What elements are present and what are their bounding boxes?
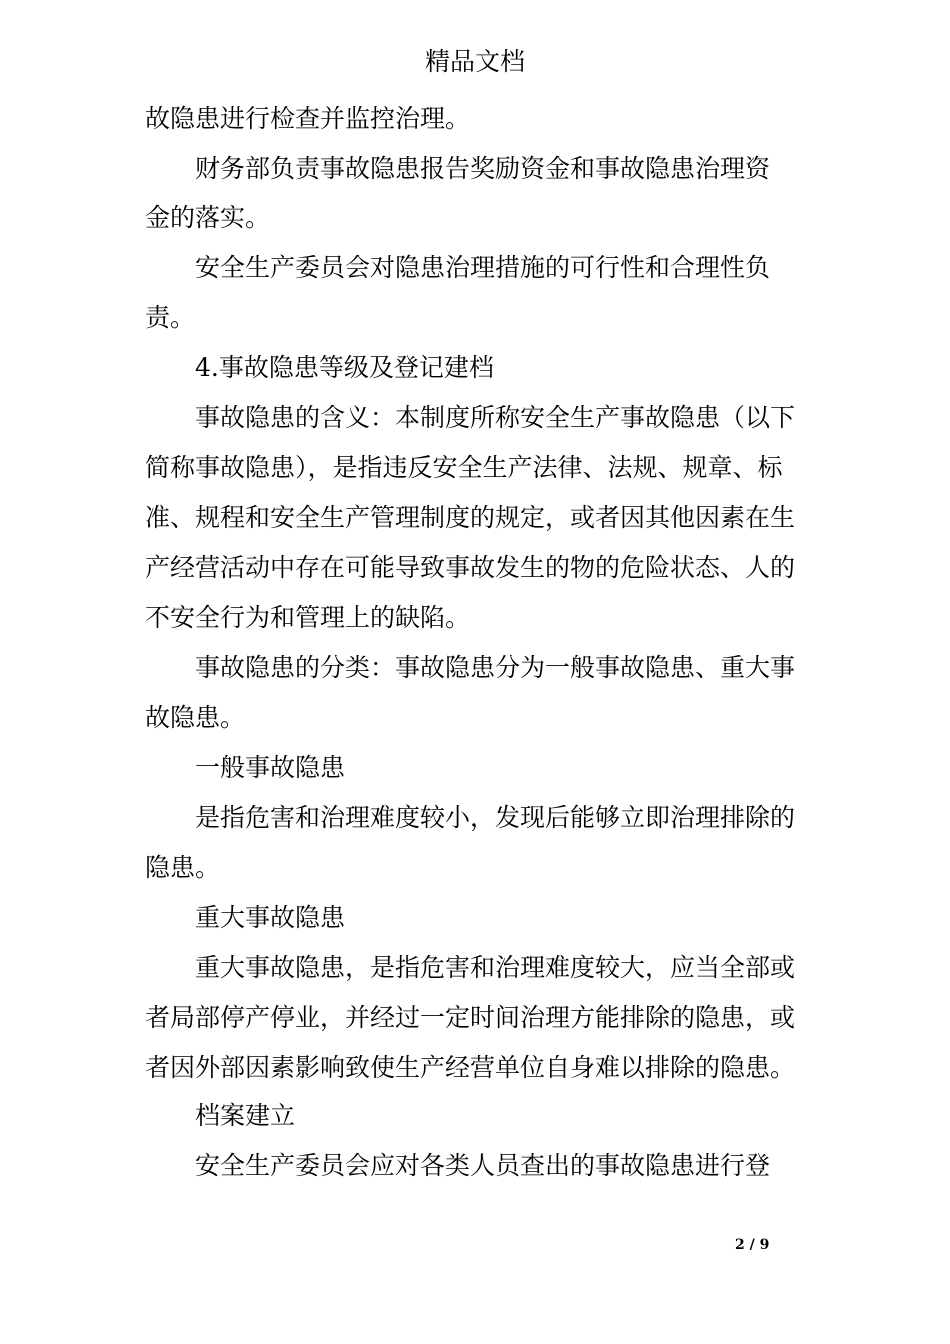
page-header-title: 精品文档 — [424, 47, 525, 76]
body-line: 准、规程和安全生产管理制度的规定，或者因其他因素在生 — [145, 503, 796, 532]
body-line: 者局部停产停业，并经过一定时间治理方能排除的隐患，或 — [145, 1003, 796, 1032]
body-line: 故隐患。 — [145, 703, 246, 732]
subsection-heading: 重大事故隐患 — [195, 903, 346, 932]
body-line: 事故隐患的分类：事故隐患分为一般事故隐患、重大事 — [195, 653, 796, 682]
subsection-heading: 一般事故隐患 — [195, 753, 346, 782]
section-heading: 4.事故隐患等级及登记建档 — [195, 353, 494, 382]
subsection-heading: 档案建立 — [195, 1101, 296, 1130]
body-line: 安全生产委员会对隐患治理措施的可行性和合理性负 — [195, 253, 771, 282]
body-line: 责。 — [145, 303, 196, 332]
body-line: 财务部负责事故隐患报告奖励资金和事故隐患治理资 — [195, 154, 771, 183]
body-line: 隐患。 — [145, 853, 221, 882]
body-line: 不安全行为和管理上的缺陷。 — [145, 603, 471, 632]
body-line: 重大事故隐患，是指危害和治理难度较大，应当全部或 — [195, 953, 796, 982]
body-line: 是指危害和治理难度较小，发现后能够立即治理排除的 — [195, 803, 796, 832]
body-line: 者因外部因素影响致使生产经营单位自身难以排除的隐患。 — [145, 1053, 796, 1082]
body-line: 产经营活动中存在可能导致事故发生的物的危险状态、人的 — [145, 553, 796, 582]
page-number: 2 / 9 — [735, 1237, 770, 1253]
body-line: 故隐患进行检查并监控治理。 — [145, 104, 471, 133]
body-line: 事故隐患的含义：本制度所称安全生产事故隐患（以下 — [195, 403, 796, 432]
body-line: 简称事故隐患），是指违反安全生产法律、法规、规章、标 — [145, 453, 783, 482]
body-line: 安全生产委员会应对各类人员查出的事故隐患进行登 — [195, 1151, 771, 1180]
body-line: 金的落实。 — [145, 203, 271, 232]
